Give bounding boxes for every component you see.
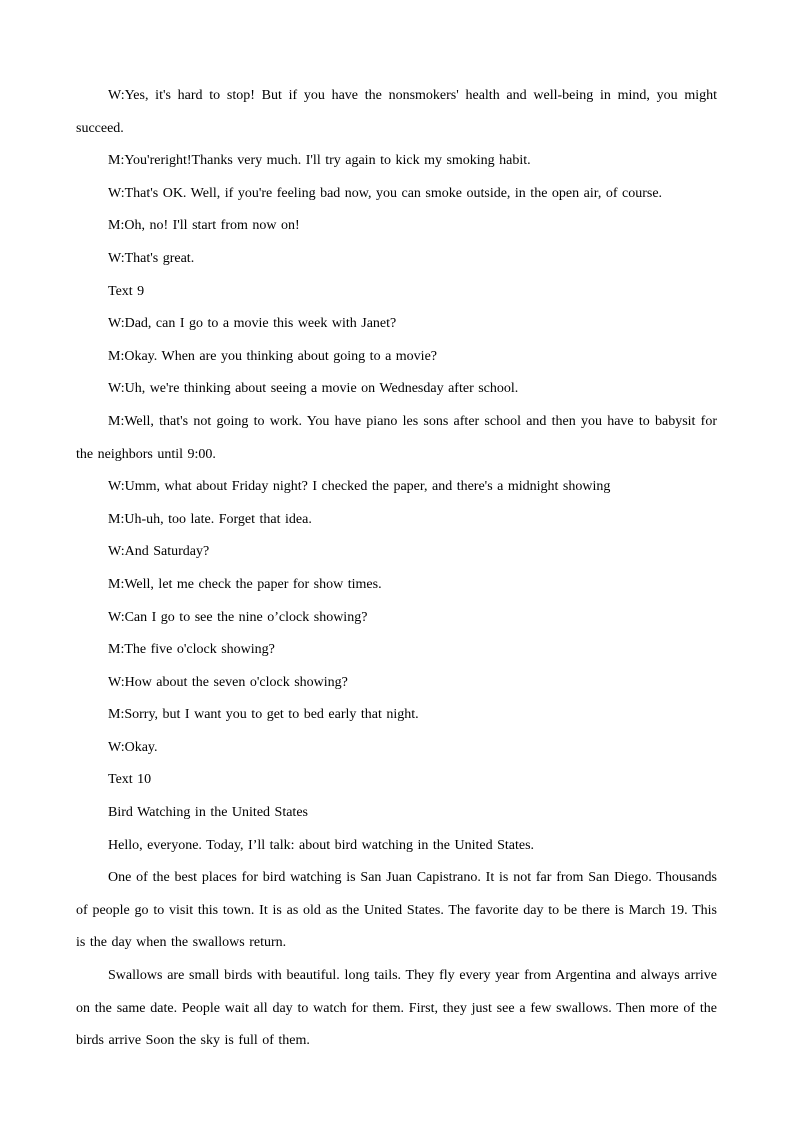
dialogue-line: W:Dad, can I go to a movie this week with Janet? — [108, 316, 397, 332]
dialogue-line: W:And Saturday? — [108, 544, 210, 560]
dialogue-line: M:The five o'clock showing? — [108, 642, 275, 658]
passage-paragraph: Swallows are small birds with beautiful. long tails. They fly every year from Argentina and always arrive on the same date. People wait all day to watch for them. First, they just see a few swallows. Then more of the birds arrive Soon the sky is full of them. — [76, 968, 717, 1049]
dialogue-line: W:Can I go to see the nine o’clock showing? — [108, 609, 368, 625]
passage-title: Bird Watching in the United States — [108, 805, 308, 821]
dialogue-line: M:Oh, no! I'll start from now on! — [108, 218, 300, 234]
dialogue-line: M:You'reright!Thanks very much. I'll try again to kick my smoking habit. — [108, 153, 531, 169]
dialogue-line: W:Okay. — [108, 739, 158, 755]
dialogue-line: M:Uh-uh, too late. Forget that idea. — [108, 511, 312, 527]
passage-paragraph: One of the best places for bird watching is San Juan Capistrano. It is not far from San Diego. Thousands of people go to visit this town. It is as old as the United States. The favorite day to be there is March 19. This is the day when the swallows return. — [76, 870, 717, 951]
section-heading: Text 9 — [108, 283, 145, 299]
passage-paragraph: Hello, everyone. Today, I’ll talk: about bird watching in the United States. — [108, 837, 535, 853]
dialogue-line: W:That's great. — [108, 250, 195, 266]
dialogue-line: W:That's OK. Well, if you're feeling bad now, you can smoke outside, in the open air, of course. — [108, 185, 663, 201]
dialogue-line: M:Well, that's not going to work. You have piano les sons after school and then you have to babysit for the neighbors until 9:00. — [76, 413, 717, 462]
section-heading: Text 10 — [108, 772, 152, 788]
dialogue-line: W:Umm, what about Friday night? I checked the paper, and there's a midnight showing — [108, 479, 611, 495]
document-body — [76, 80, 717, 1058]
dialogue-line: M:Okay. When are you thinking about going to a movie? — [108, 348, 437, 364]
dialogue-line: W:Uh, we're thinking about seeing a movie on Wednesday after school. — [108, 381, 519, 397]
dialogue-line: W:How about the seven o'clock showing? — [108, 674, 348, 690]
dialogue-line: M:Well, let me check the paper for show times. — [108, 576, 382, 592]
dialogue-line: M:Sorry, but I want you to get to bed early that night. — [108, 707, 419, 723]
dialogue-line: W:Yes, it's hard to stop! But if you have the nonsmokers' health and well-being in mind, you might succeed. — [76, 88, 717, 136]
